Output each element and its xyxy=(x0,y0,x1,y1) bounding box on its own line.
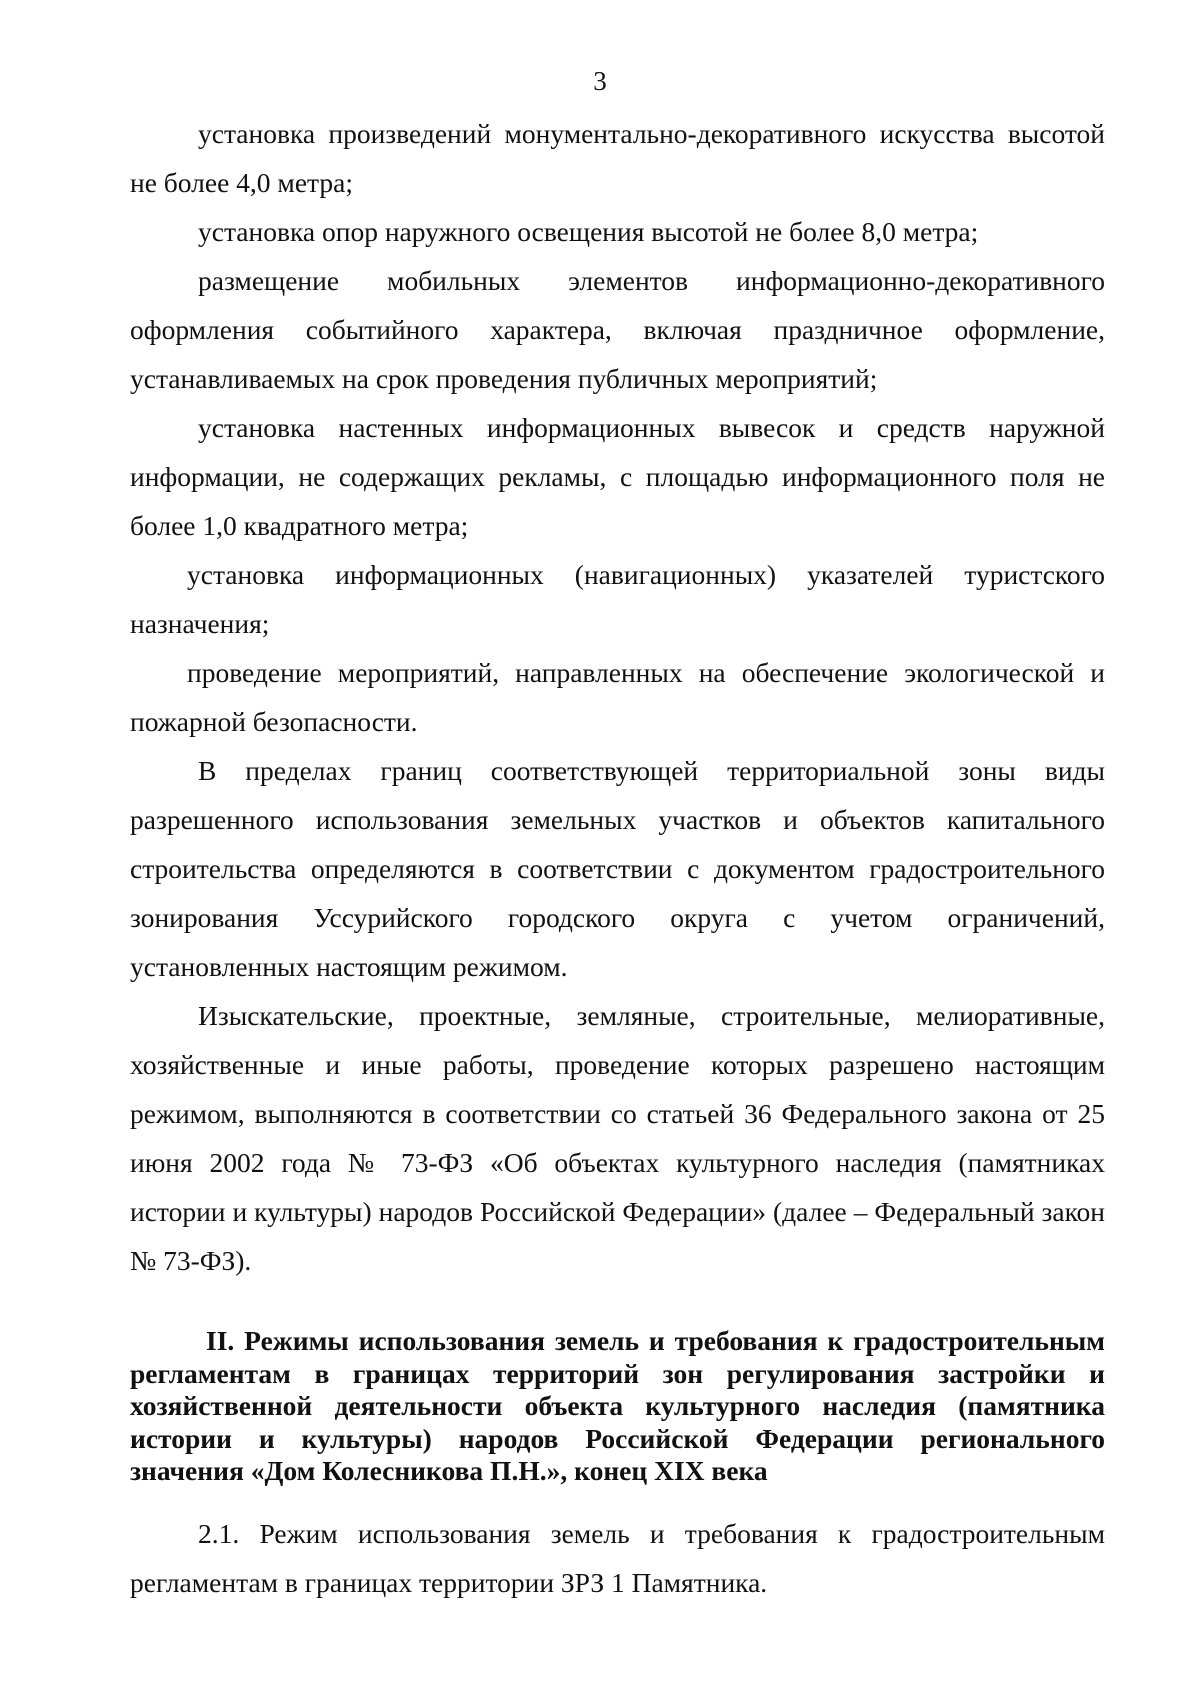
paragraph-subsection-2-1: 2.1. Режим использования земель и требования к градостроительным регламентам в границах территории ЗРЗ 1 Памятника. xyxy=(130,1518,1105,1598)
paragraph-works-regulation: Изыскательские, проектные, земляные, строительные, мелиоративные, хозяйственные и иные работы, проведение которых разрешено настоящим режимом, выполняются в соответствии со статьей 36 Федерального закона от 25 июня 2002 года № 73-ФЗ «Об объектах культурного наследия (памятниках истории и культуры) народов Российской Федерации» (далее – Федеральный закон № 73-ФЗ). xyxy=(130,1000,1105,1276)
paragraph-wall-signs: установка настенных информационных вывесок и средств наружной информации, не содержащих рекламы, с площадью информационного поля не более 1,0 квадратного метра; xyxy=(130,412,1105,541)
page-number: 3 xyxy=(593,66,607,96)
paragraph-permitted-use: В пределах границ соответствующей территориальной зоны виды разрешенного использования земельных участков и объектов капитального строительства определяются в соответствии с документом градостроительного зонирования Уссурийского городского округа с учетом ограничений, установленных настоящим режимом. xyxy=(130,755,1105,982)
paragraph-monument-installation: установка произведений монументально-декоративного искусства высотой не более 4,0 метра; xyxy=(130,118,1105,198)
subsection-body xyxy=(130,1509,1105,1607)
paragraph-tourist-signs: установка информационных (навигационных) указателей туристского назначения; xyxy=(130,559,1105,639)
paragraph-lighting-poles: установка опор наружного освещения высотой не более 8,0 метра; xyxy=(198,216,979,247)
section-heading: II. Режимы использования земель и требования к градостроительным регламентам в границах территорий зон регулирования застройки и хозяйственной деятельности объекта культурного наследия (памятника истории и культуры) народов Российской Федерации регионального значения «Дом Колесникова П.Н.», конец XIX века xyxy=(130,1325,1105,1486)
paragraph-safety-measures: проведение мероприятий, направленных на обеспечение экологической и пожарной безопасности. xyxy=(130,657,1105,737)
paragraph-mobile-elements: размещение мобильных элементов информационно-декоративного оформления событийного характера, включая праздничное оформление, устанавливаемых на срок проведения публичных мероприятий; xyxy=(130,265,1105,394)
document-body xyxy=(130,109,1105,1285)
